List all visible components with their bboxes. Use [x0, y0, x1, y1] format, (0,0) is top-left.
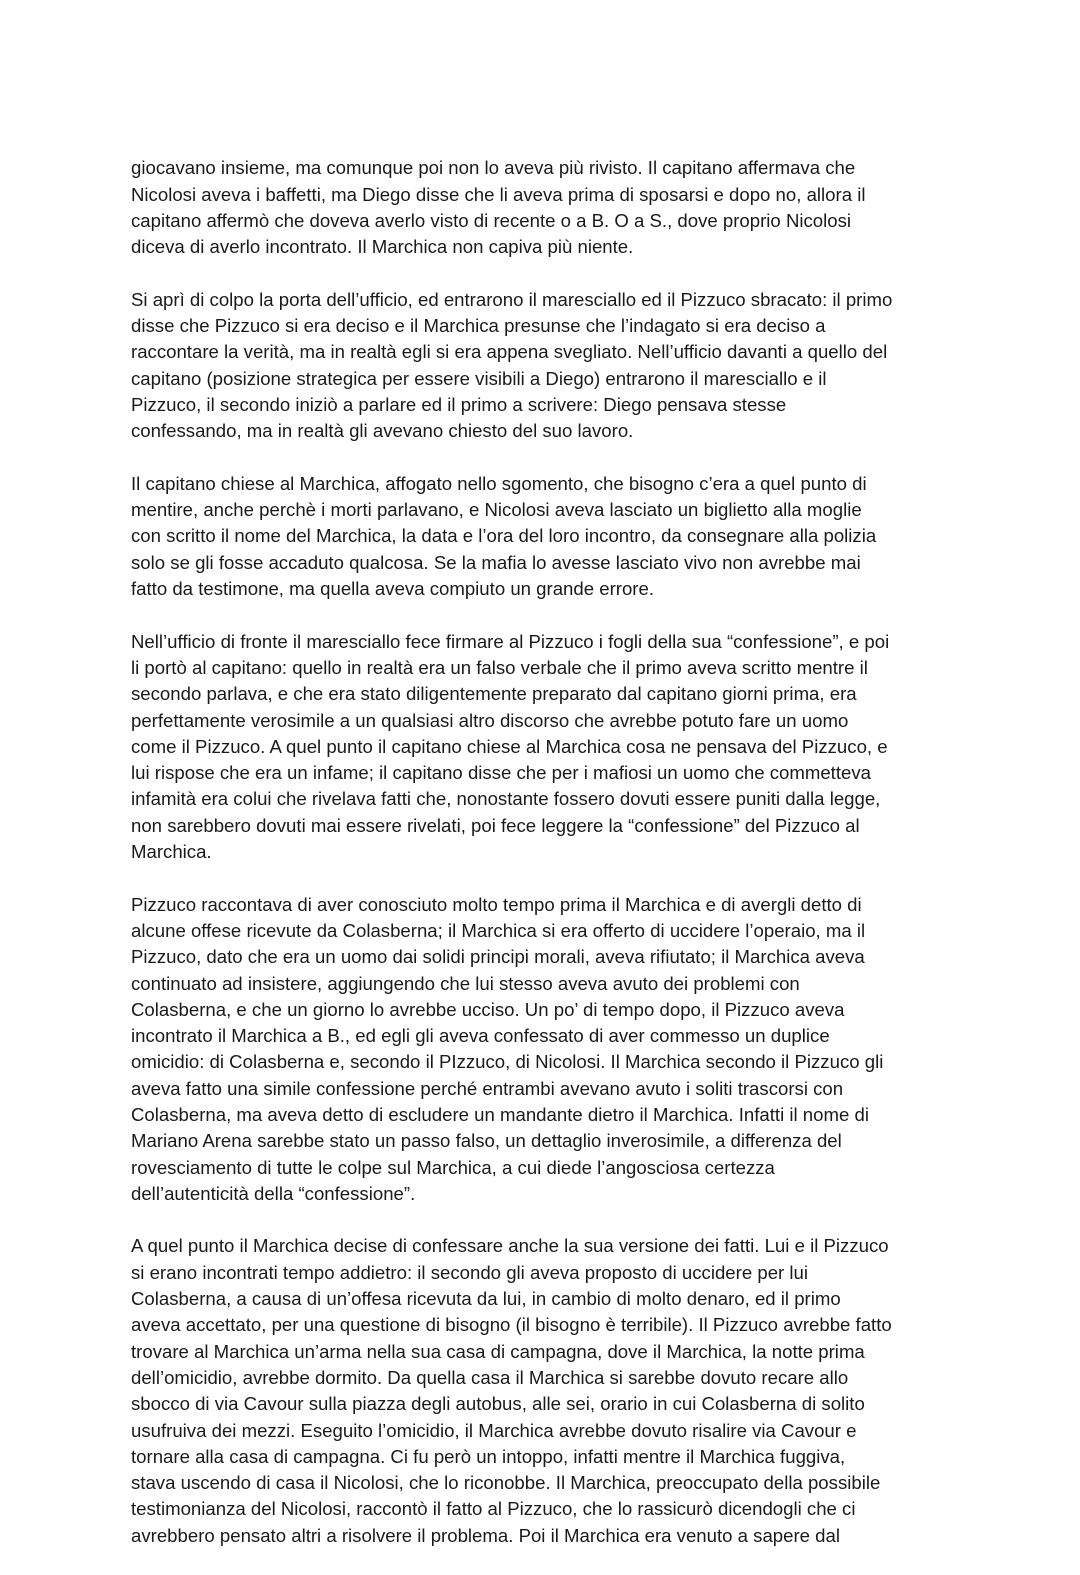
paragraph-1: giocavano insieme, ma comunque poi non lo aveva più rivisto. Il capitano affermava che Nicolosi aveva i baffetti, ma Diego disse che li aveva prima di sposarsi e dopo no, allora il capitano affermò che doveva averlo visto di recente o a B. O a S., dove proprio Nicolosi diceva di averlo incontrato. Il Marchica non capiva più niente.: [131, 157, 866, 258]
paragraph-6: A quel punto il Marchica decise di confessare anche la sua versione dei fatti. Lui e il Pizzuco si erano incontrati tempo addietro: il secondo gli aveva proposto di uccidere per lui Colasberna, a causa di un’offesa ricevuta da lui, in cambio di molto denaro, ed il primo aveva accettato, per una questione di bisogno (il bisogno è terribile). Il Pizzuco avrebbe fatto trovare al Marchica un’arma nella sua casa di campagna, dove il Marchica, la notte prima dell’omicidio, avrebbe dormito. Da quella casa il Marchica si sarebbe dovuto recare allo sbocco di via Cavour sulla piazza degli autobus, alle sei, orario in cui Colasberna di solito usufruiva dei mezzi. Eseguito l’omicidio, il Marchica avrebbe dovuto risalire via Cavour e tornare alla casa di campagna. Ci fu però un intoppo, infatti mentre il Marchica fuggiva, stava uscendo di casa il Nicolosi, che lo riconobbe. Il Marchica, preoccupato della possibile testimonianza del Nicolosi, raccontò il fatto al Pizzuco, che lo rassicurò dicendogli che ci avrebbero pensato altri a risolvere il problema. Poi il Marchica era venuto a sapere dal: [131, 1235, 892, 1546]
paragraph-4: Nell’ufficio di fronte il maresciallo fece firmare al Pizzuco i fogli della sua “confessione”, e poi li portò al capitano: quello in realtà era un falso verbale che il primo aveva scritto mentre il secondo parlava, e che era stato diligentemente preparato dal capitano giorni prima, era perfettamente verosimile a un qualsiasi altro discorso che avrebbe potuto fare un uomo come il Pizzuco. A quel punto il capitano chiese al Marchica cosa ne pensava del Pizzuco, e lui rispose che era un infame; il capitano disse che per i mafiosi un uomo che commetteva infamità era colui che rivelava fatti che, nonostante fossero dovuti essere puniti dalla legge, non sarebbero dovuti mai essere rivelati, poi fece leggere la “confessione” del Pizzuco al Marchica.: [131, 630, 890, 863]
paragraph-3: Il capitano chiese al Marchica, affogato nello sgomento, che bisogno c’era a quel punto di mentire, anche perchè i morti parlavano, e Nicolosi aveva lasciato un biglietto alla moglie con scritto il nome del Marchica, la data e l’ora del loro incontro, da consegnare alla polizia solo se gli fosse accaduto qualcosa. Se la mafia lo avesse lasciato vivo non avrebbe mai fatto da testimone, ma quella aveva compiuto un grande errore.: [131, 472, 877, 600]
document-page: [131, 129, 951, 1575]
paragraph-5: Pizzuco raccontava di aver conosciuto molto tempo prima il Marchica e di avergli detto di alcune offese ricevute da Colasberna; il Marchica si era offerto di uccidere l’operaio, ma il Pizzuco, dato che era un uomo dai solidi principi morali, aveva rifiutato; il Marchica aveva continuato ad insistere, aggiungendo che lui stesso aveva avuto dei problemi con Colasberna, e che un giorno lo avrebbe ucciso. Un po’ di tempo dopo, il Pizzuco aveva incontrato il Marchica a B., ed egli gli aveva confessato di aver commesso un duplice omicidio: di Colasberna e, secondo il PIzzuco, di Nicolosi. Il Marchica secondo il Pizzuco gli aveva fatto una simile confessione perché entrambi avevano avuto i soliti trascorsi con Colasberna, ma aveva detto di escludere un mandante dietro il Marchica. Infatti il nome di Mariano Arena sarebbe stato un passo falso, un dettaglio inverosimile, a differenza del rovesciamento di tutte le colpe sul Marchica, a cui diede l’angosciosa certezza dell’autenticità della “confessione”.: [131, 893, 884, 1204]
paragraph-2: Si aprì di colpo la porta dell’ufficio, ed entrarono il maresciallo ed il Pizzuco sbracato: il primo disse che Pizzuco si era deciso e il Marchica presunse che l’indagato si era deciso a raccontare la verità, ma in realtà egli si era appena svegliato. Nell’ufficio davanti a quello del capitano (posizione strategica per essere visibili a Diego) entrarono il maresciallo e il Pizzuco, il secondo iniziò a parlare ed il primo a scrivere: Diego pensava stesse confessando, ma in realtà gli avevano chiesto del suo lavoro.: [131, 288, 893, 442]
